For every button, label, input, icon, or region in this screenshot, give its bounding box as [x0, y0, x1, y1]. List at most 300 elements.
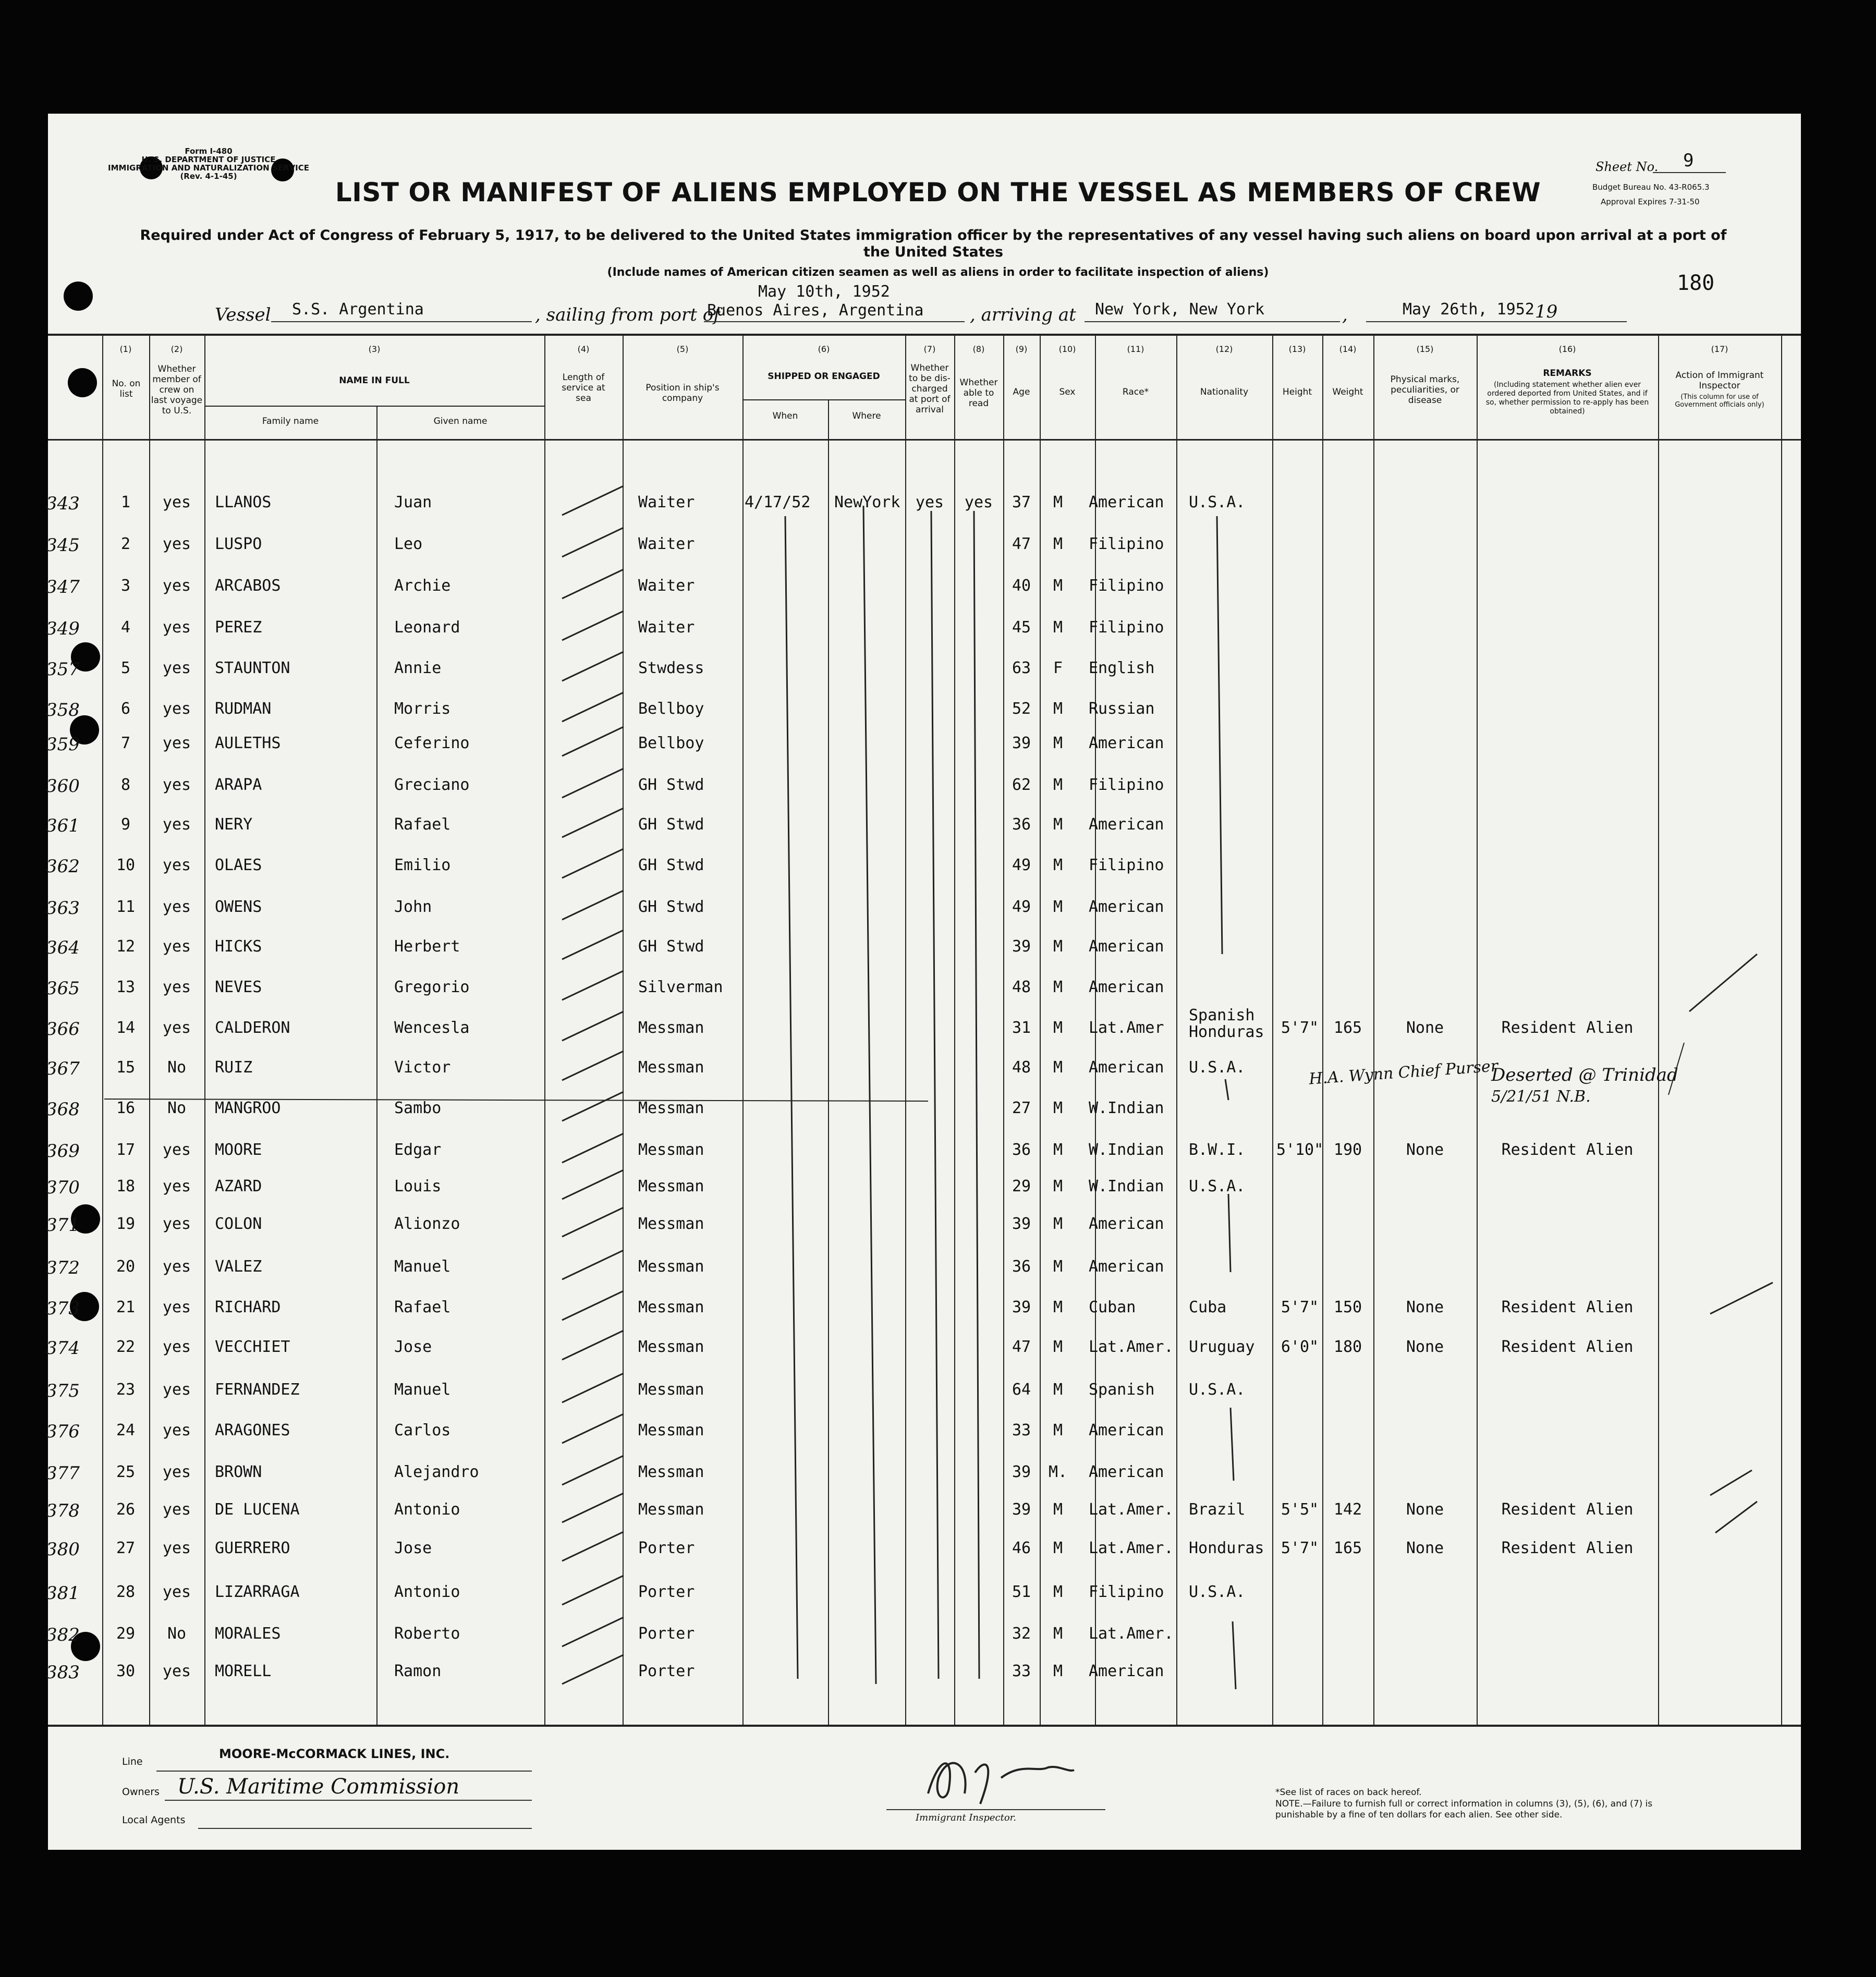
row-member: yes — [162, 700, 191, 718]
row-given-name: Greciano — [394, 776, 470, 794]
local-agents-label: Local Agents — [122, 1814, 186, 1826]
row-family-name: MORALES — [215, 1625, 281, 1643]
row-position: Waiter — [638, 535, 695, 553]
col-num: (10) — [1058, 344, 1076, 354]
row-age: 62 — [1012, 776, 1031, 794]
row-race: American — [1089, 937, 1164, 956]
row-age: 39 — [1012, 1298, 1031, 1316]
line-label: Line — [122, 1756, 143, 1767]
row-ref: 372 — [46, 1258, 80, 1278]
row-nationality: U.S.A. — [1189, 493, 1246, 511]
row-family-name: OWENS — [215, 898, 262, 916]
row-position: Bellboy — [638, 700, 704, 718]
row-position: Waiter — [638, 493, 695, 511]
page-number: 180 — [1677, 271, 1715, 295]
row-member: yes — [162, 1583, 191, 1601]
col-num: (4) — [577, 344, 590, 354]
row-position: GH Stwd — [638, 776, 704, 794]
row-race: American — [1089, 734, 1164, 752]
row-physical: None — [1406, 1539, 1444, 1557]
row-member: yes — [162, 1539, 191, 1557]
header-action: Action of Immigrant Inspector — [1675, 370, 1764, 391]
row-race: Lat.Amer. — [1089, 1500, 1174, 1519]
row-race: Russian — [1089, 700, 1155, 718]
row-sex: M — [1053, 856, 1063, 874]
table-row — [0, 776, 1876, 816]
row-age: 45 — [1012, 618, 1031, 637]
row-height: 6'0" — [1281, 1338, 1319, 1356]
row-race: American — [1089, 1463, 1164, 1481]
row-family-name: DE LUCENA — [215, 1500, 300, 1519]
row-given-name: Rafael — [394, 1298, 451, 1316]
row-sex: M — [1053, 1662, 1063, 1680]
table-row — [0, 1177, 1876, 1218]
row-age: 36 — [1012, 1141, 1031, 1159]
row-race: American — [1089, 898, 1164, 916]
row-number: 26 — [116, 1500, 136, 1519]
row-age: 33 — [1012, 1662, 1031, 1680]
department: U. S. DEPARTMENT OF JUSTICE — [141, 155, 276, 164]
row-race: Filipino — [1089, 856, 1164, 874]
row-nationality: U.S.A. — [1189, 1058, 1246, 1077]
table-row — [0, 1662, 1876, 1703]
table-row — [0, 937, 1876, 978]
row-ref: 383 — [46, 1662, 80, 1683]
desertion-date: 5/21/51 N.B. — [1491, 1088, 1591, 1106]
row-given-name: Herbert — [394, 937, 460, 956]
row-ref: 347 — [46, 577, 80, 597]
row-family-name: MOORE — [215, 1141, 262, 1159]
row-age: 27 — [1012, 1099, 1031, 1117]
table-row — [0, 1539, 1876, 1580]
row-race: American — [1089, 1421, 1164, 1439]
row-race: Lat.Amer. — [1089, 1625, 1174, 1643]
row-remarks: Resident Alien — [1501, 1019, 1634, 1037]
row-family-name: OLAES — [215, 856, 262, 874]
header-sex: Sex — [1059, 387, 1076, 397]
header-height: Height — [1282, 387, 1312, 397]
row-family-name: RUIZ — [215, 1058, 253, 1077]
row-race: Lat.Amer. — [1089, 1338, 1174, 1356]
header-physical: Physical marks, peculiarities, or disease — [1390, 374, 1460, 406]
approval-expires: Approval Expires 7-31-50 — [1601, 197, 1700, 206]
row-given-name: Emilio — [394, 856, 451, 874]
header-remarks-sub: (Including statement whether alien ever ordered deported from United States, and if so, whether permission to re-apply has been obtained) — [1485, 381, 1649, 416]
row-sex: M — [1053, 1500, 1063, 1519]
row-age: 31 — [1012, 1019, 1031, 1037]
row-sex: M — [1053, 1058, 1063, 1077]
row-age: 39 — [1012, 1500, 1031, 1519]
row-position: Messman — [638, 1215, 704, 1233]
row-member: No — [167, 1099, 187, 1117]
row-number: 1 — [120, 493, 131, 511]
row-race: American — [1089, 1662, 1164, 1680]
service: IMMIGRATION AND NATURALIZATION SERVICE — [108, 163, 309, 173]
row-position: GH Stwd — [638, 815, 704, 834]
row-given-name: Antonio — [394, 1583, 460, 1601]
row-given-name: Alejandro — [394, 1463, 479, 1481]
row-age: 63 — [1012, 659, 1031, 677]
row-member: yes — [162, 1177, 191, 1195]
row-age: 48 — [1012, 978, 1031, 996]
row-member: yes — [162, 1338, 191, 1356]
table-row — [0, 1298, 1876, 1339]
row-ref: 369 — [46, 1141, 80, 1162]
sheet-number: 9 — [1683, 150, 1694, 171]
form-id — [99, 147, 318, 180]
punch-hole — [64, 282, 93, 311]
col-num: (13) — [1288, 344, 1306, 354]
row-ref: 382 — [46, 1625, 80, 1645]
row-given-name: Manuel — [394, 1381, 451, 1399]
row-member: yes — [162, 1019, 191, 1037]
row-member: yes — [162, 659, 191, 677]
row-given-name: Victor — [394, 1058, 451, 1077]
row-weight: 190 — [1333, 1141, 1362, 1159]
row-member: yes — [162, 535, 191, 553]
row-sex: M — [1053, 734, 1063, 752]
row-height: 5'5" — [1281, 1500, 1319, 1519]
row-sex: M — [1053, 700, 1063, 718]
row-number: 7 — [120, 734, 131, 752]
row-given-name: Archie — [394, 577, 451, 595]
arrival-date: May 26th, 1952 — [1403, 300, 1534, 319]
row-number: 8 — [120, 776, 131, 794]
row-given-name: Rafael — [394, 815, 451, 834]
row-given-name: Alionzo — [394, 1215, 460, 1233]
col-num: (5) — [676, 344, 689, 354]
row-position: Messman — [638, 1099, 704, 1117]
row-weight: 165 — [1333, 1539, 1362, 1557]
row-number: 20 — [116, 1258, 136, 1276]
header-age: Age — [1013, 387, 1030, 397]
row-race: Filipino — [1089, 1583, 1164, 1601]
row-number: 16 — [116, 1099, 136, 1117]
row-age: 39 — [1012, 937, 1031, 956]
header-discharged: Whether to be dis-charged at port of arrival — [909, 363, 951, 415]
col-num: (14) — [1339, 344, 1357, 354]
row-ref: 380 — [46, 1539, 80, 1560]
row-weight: 180 — [1333, 1338, 1362, 1356]
table-row — [0, 856, 1876, 897]
row-sex: M — [1053, 776, 1063, 794]
header-family: Family name — [262, 416, 319, 426]
row-age: 33 — [1012, 1421, 1031, 1439]
row-race: Filipino — [1089, 618, 1164, 637]
col-num: (9) — [1015, 344, 1028, 354]
row-race: Filipino — [1089, 535, 1164, 553]
row-sex: M — [1053, 1215, 1063, 1233]
row-ref: 360 — [46, 776, 80, 797]
row-ref: 381 — [46, 1583, 80, 1604]
row-family-name: NERY — [215, 815, 253, 834]
row-age: 49 — [1012, 856, 1031, 874]
table-row — [0, 577, 1876, 617]
header-member: Whether member of crew on last voyage to U.S. — [151, 364, 203, 416]
row-remarks: Resident Alien — [1501, 1338, 1634, 1356]
row-physical: None — [1406, 1019, 1444, 1037]
row-given-name: Jose — [394, 1539, 432, 1557]
row-nationality: Uruguay — [1189, 1338, 1255, 1356]
row-number: 25 — [116, 1463, 136, 1481]
row-nationality: U.S.A. — [1189, 1381, 1246, 1399]
table-row — [0, 978, 1876, 1019]
row-age: 40 — [1012, 577, 1031, 595]
row-ref: 375 — [46, 1381, 80, 1401]
row-member: yes — [162, 978, 191, 996]
row-race: American — [1089, 815, 1164, 834]
row-position: Waiter — [638, 618, 695, 637]
row-given-name: Juan — [394, 493, 432, 511]
header-position: Position in ship's company — [645, 383, 720, 404]
row-position: Messman — [638, 1338, 704, 1356]
row-member: yes — [162, 898, 191, 916]
row-member: yes — [162, 618, 191, 637]
row-race: American — [1089, 1058, 1164, 1077]
row-physical: None — [1406, 1298, 1444, 1316]
row-sex: M — [1053, 898, 1063, 916]
row-nationality: Brazil — [1189, 1500, 1246, 1519]
row-family-name: PEREZ — [215, 618, 262, 637]
row-given-name: Louis — [394, 1177, 442, 1195]
row-discharged: yes — [915, 493, 944, 511]
row-member: yes — [162, 856, 191, 874]
row-race: American — [1089, 493, 1164, 511]
row-age: 36 — [1012, 815, 1031, 834]
row-position: Porter — [638, 1662, 695, 1680]
purser-signature: H.A. Wynn Chief Purser — [1308, 1057, 1499, 1089]
row-sex: M — [1053, 815, 1063, 834]
col-num: (17) — [1711, 344, 1728, 354]
row-number: 15 — [116, 1058, 136, 1077]
row-age: 39 — [1012, 1463, 1031, 1481]
row-position: Waiter — [638, 577, 695, 595]
row-given-name: Carlos — [394, 1421, 451, 1439]
row-ref: 374 — [46, 1338, 80, 1359]
owners-value: U.S. Maritime Commission — [177, 1775, 460, 1799]
row-sex: M — [1053, 1539, 1063, 1557]
table-row — [0, 898, 1876, 938]
row-position: Porter — [638, 1583, 695, 1601]
row-remarks: Resident Alien — [1501, 1298, 1634, 1316]
row-weight: 142 — [1333, 1500, 1362, 1519]
row-family-name: GUERRERO — [215, 1539, 290, 1557]
row-ref: 362 — [46, 856, 80, 877]
row-number: 11 — [116, 898, 136, 916]
col-num: (16) — [1558, 344, 1576, 354]
row-member: yes — [162, 1381, 191, 1399]
row-number: 30 — [116, 1662, 136, 1680]
row-position: Messman — [638, 1298, 704, 1316]
row-sex: F — [1053, 659, 1063, 677]
row-ref: 377 — [46, 1463, 80, 1484]
row-ref: 357 — [46, 659, 80, 680]
include-note: (Include names of American citizen seamen as well as aliens in order to facilitate inspection of aliens) — [607, 266, 1269, 279]
row-given-name: Ramon — [394, 1662, 442, 1680]
row-race: Cuban — [1089, 1298, 1136, 1316]
table-row — [0, 618, 1876, 659]
table-row — [0, 815, 1876, 856]
row-position: Messman — [638, 1141, 704, 1159]
row-ref: 359 — [46, 734, 80, 755]
header-given: Given name — [433, 416, 488, 426]
inspector-signature — [918, 1741, 1085, 1814]
row-family-name: VECCHIET — [215, 1338, 290, 1356]
row-age: 48 — [1012, 1058, 1031, 1077]
row-given-name: Roberto — [394, 1625, 460, 1643]
row-position: Bellboy — [638, 734, 704, 752]
row-age: 39 — [1012, 1215, 1031, 1233]
col-num: (6) — [818, 344, 830, 354]
row-race: American — [1089, 1215, 1164, 1233]
row-position: Messman — [638, 1258, 704, 1276]
row-member: yes — [162, 776, 191, 794]
vessel-name: S.S. Argentina — [292, 300, 424, 319]
row-sex: M — [1053, 535, 1063, 553]
col-num: (2) — [170, 344, 183, 354]
header-able-read: Whether able to read — [959, 377, 998, 409]
row-number: 27 — [116, 1539, 136, 1557]
row-family-name: RUDMAN — [215, 700, 272, 718]
row-given-name: Sambo — [394, 1099, 442, 1117]
row-age: 46 — [1012, 1539, 1031, 1557]
row-family-name: LIZARRAGA — [215, 1583, 300, 1601]
row-given-name: Ceferino — [394, 734, 470, 752]
row-given-name: Antonio — [394, 1500, 460, 1519]
row-given-name: Morris — [394, 700, 451, 718]
row-number: 5 — [120, 659, 131, 677]
row-family-name: ARCABOS — [215, 577, 281, 595]
row-weight: 165 — [1333, 1019, 1362, 1037]
row-family-name: VALEZ — [215, 1258, 262, 1276]
row-number: 22 — [116, 1338, 136, 1356]
col-num: (15) — [1416, 344, 1434, 354]
row-given-name: Manuel — [394, 1258, 451, 1276]
row-position: Porter — [638, 1625, 695, 1643]
row-ref: 367 — [46, 1058, 80, 1079]
row-family-name: ARAPA — [215, 776, 262, 794]
col-num: (1) — [119, 344, 132, 354]
table-row — [0, 1625, 1876, 1665]
table-row — [0, 1338, 1876, 1378]
row-sex: M — [1053, 937, 1063, 956]
row-nationality: U.S.A. — [1189, 1177, 1246, 1195]
row-sex: M — [1053, 1019, 1063, 1037]
row-sex: M — [1053, 1625, 1063, 1643]
col-num: (11) — [1127, 344, 1144, 354]
row-number: 13 — [116, 978, 136, 996]
table-row — [0, 1381, 1876, 1421]
row-family-name: AULETHS — [215, 734, 281, 752]
row-age: 47 — [1012, 1338, 1031, 1356]
row-member: yes — [162, 1421, 191, 1439]
row-family-name: COLON — [215, 1215, 262, 1233]
row-number: 19 — [116, 1215, 136, 1233]
row-number: 14 — [116, 1019, 136, 1037]
row-ref: 370 — [46, 1177, 80, 1198]
header-remarks: REMARKS — [1543, 368, 1592, 379]
row-position: Messman — [638, 1463, 704, 1481]
row-when: 4/17/52 — [745, 493, 811, 511]
table-row — [0, 1421, 1876, 1462]
header-action-sub: (This column for use of Government officials only) — [1675, 393, 1764, 409]
row-number: 18 — [116, 1177, 136, 1195]
row-given-name: Wencesla — [394, 1019, 470, 1037]
row-ref: 366 — [46, 1019, 80, 1040]
row-age: 37 — [1012, 493, 1031, 511]
row-ref: 365 — [46, 978, 80, 999]
row-member: yes — [162, 1258, 191, 1276]
table-row — [0, 535, 1876, 576]
row-ref: 361 — [46, 815, 80, 836]
row-race: American — [1089, 1258, 1164, 1276]
row-number: 6 — [120, 700, 131, 718]
sheet-label: Sheet No. — [1595, 160, 1659, 174]
budget-bureau: Budget Bureau No. 43-R065.3 — [1592, 182, 1710, 192]
desertion-remark: Deserted @ Trinidad — [1491, 1065, 1678, 1085]
row-number: 17 — [116, 1141, 136, 1159]
row-number: 29 — [116, 1625, 136, 1643]
row-race: Filipino — [1089, 577, 1164, 595]
row-ref: 345 — [46, 535, 80, 556]
row-nationality: Cuba — [1189, 1298, 1227, 1316]
row-family-name: ARAGONES — [215, 1421, 290, 1439]
table-row — [0, 659, 1876, 700]
row-number: 28 — [116, 1583, 136, 1601]
row-weight: 150 — [1333, 1298, 1362, 1316]
revision: (Rev. 4-1-45) — [180, 172, 237, 181]
row-family-name: CALDERON — [215, 1019, 290, 1037]
penalty-note: NOTE.—Failure to furnish full or correct information in columns (3), (5), (6), and (7) is punishable by a fine of ten dollars for each alien. See other side. — [1275, 1799, 1653, 1820]
row-member: yes — [162, 577, 191, 595]
row-age: 47 — [1012, 535, 1031, 553]
row-sex: M — [1053, 1258, 1063, 1276]
row-given-name: Gregorio — [394, 978, 470, 996]
row-age: 52 — [1012, 700, 1031, 718]
row-member: yes — [162, 815, 191, 834]
row-ref: 363 — [46, 898, 80, 919]
row-nationality: U.S.A. — [1189, 1583, 1246, 1601]
row-ref: 343 — [46, 493, 80, 514]
row-age: 29 — [1012, 1177, 1031, 1195]
row-member: yes — [162, 1215, 191, 1233]
header-no-on-list: No. on list — [112, 379, 141, 399]
row-race: Spanish — [1089, 1381, 1155, 1399]
row-sex: M — [1053, 1421, 1063, 1439]
row-height: 5'10" — [1276, 1141, 1324, 1159]
row-position: Messman — [638, 1177, 704, 1195]
row-sex: M — [1053, 1298, 1063, 1316]
row-race: W.Indian — [1089, 1177, 1164, 1195]
header-weight: Weight — [1332, 387, 1363, 397]
row-race: W.Indian — [1089, 1141, 1164, 1159]
row-member: yes — [162, 1463, 191, 1481]
line-value: MOORE-McCORMACK LINES, INC. — [219, 1747, 450, 1761]
row-physical: None — [1406, 1141, 1444, 1159]
row-read: yes — [964, 493, 993, 511]
row-ref: 349 — [46, 618, 80, 639]
sailing-date: May 10th, 1952 — [758, 283, 890, 301]
row-physical: None — [1406, 1338, 1444, 1356]
row-sex: M — [1053, 1177, 1063, 1195]
vessel-label: Vessel — [215, 304, 271, 325]
row-position: Messman — [638, 1019, 704, 1037]
row-member: No — [167, 1058, 187, 1077]
row-sex: M — [1053, 1583, 1063, 1601]
row-height: 5'7" — [1281, 1539, 1319, 1557]
row-number: 2 — [120, 535, 131, 553]
header-nationality: Nationality — [1200, 387, 1249, 397]
